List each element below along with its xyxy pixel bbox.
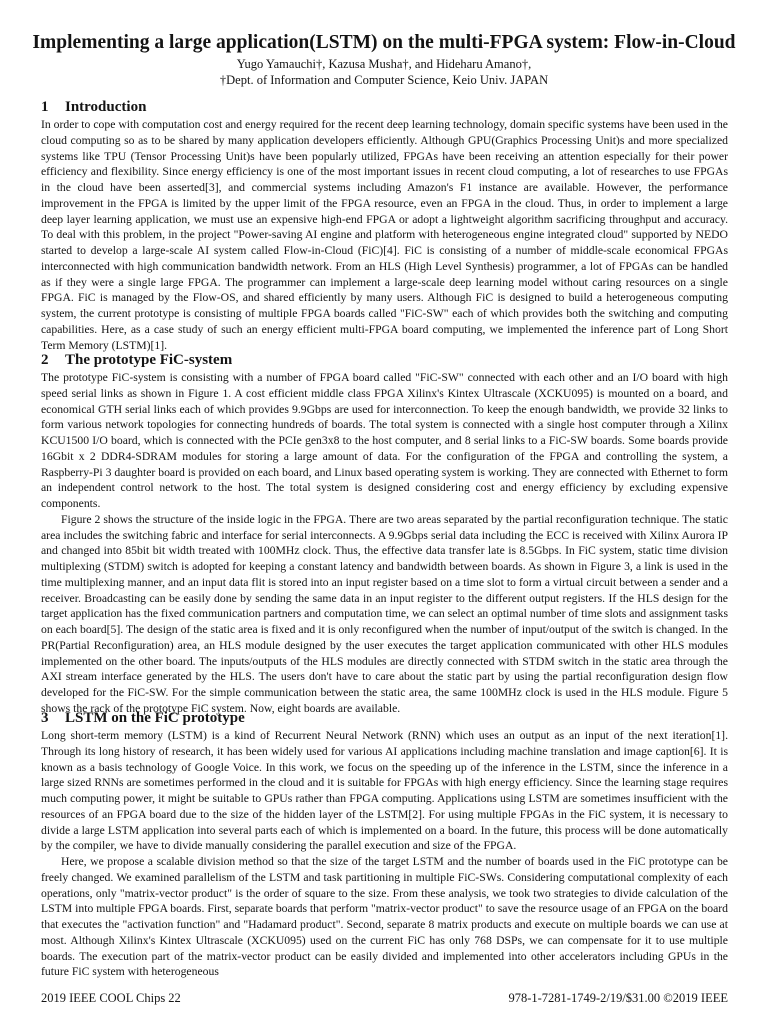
affiliation: †Dept. of Information and Computer Science, Keio Univ. JAPAN bbox=[219, 73, 549, 87]
paper-title: Implementing a large application(LSTM) on the multi-FPGA system: Flow-in-Cloud bbox=[32, 32, 736, 53]
section-heading bbox=[41, 351, 728, 369]
paragraph: Figure 2 shows the structure of the inside logic in the FPGA. There are two areas separated by the partial reconfiguration technique. The static area includes the switching fabric and interface for serial interconnects. A 9.9Gbps serial data including the ECC is received with Xilinx Aurora IP and changed into 85bit bit width treated with 100MHz clock. Thus, the effective data transfer late is 8.5Gbps. In FiC system, static time division multiplexing (STDM) switch is adopted for keeping a constant latency and bandwidth between boards. As shown in Figure 3, a link is used in the time multiplexing manner, and an input data flit is stored into an input register based on a time slot to form a virtual circuit between a sender and a receiver. Broadcasting can be easily done by sending the same data in an input register to the different output registers. If the HLS design for the target application has the fixed communication partners and computation time, we can select an optimal number of time slots and assignment tasks on each board[5]. The design of the static area is fixed and it is only reconfigured when the number of input/output of the switch is changed. In the PR(Partial Reconfiguration) area, an HLS module designed by the user executes the target application communicated with other HLS modules implemented on the other board. The inputs/outputs of the HLS modules are directly connected with STDM switch in the static area through the AXI stream interface generated by the HLS. The users don't have to care about the static part by using the partial reconfiguration design flow developed for the FiC-SW. For the simple communication between the static area, the same 100MHz clock is used in the HLS module. Figure 5 shows the rack of the prototype FiC system. Now, eight boards are available. bbox=[41, 512, 728, 715]
section-number: 3 bbox=[41, 710, 49, 726]
section-title: Introduction bbox=[65, 99, 147, 115]
section-number: 2 bbox=[41, 352, 49, 368]
section-title: The prototype FiC-system bbox=[65, 352, 233, 368]
section-number: 1 bbox=[41, 99, 49, 115]
footer-copyright: 978-1-7281-1749-2/19/$31.00 ©2019 IEEE bbox=[508, 991, 728, 1005]
author-list: Yugo Yamauchi†, Kazusa Musha†, and Hideharu Amano†, bbox=[236, 57, 532, 71]
paragraph: The prototype FiC-system is consisting with a number of FPGA board called "FiC-SW" connected with each other and an I/O board with high speed serial links as shown in Figure 1. A cost efficient middle class FPGA Xilinx's Kintex Ultrascale (XCKU095) is mounted on a board, and economical GTH serial links each of which provides 9.9Gbps are used for interconnection. To keep the enough bandwidth, we provide 32 links to form various network topologies for connecting hundreds of boards. The total system is connected with a single host computer through a Xilinx KCU1500 I/O board, which is connected with the PCIe gen3x8 to the host computer, and 8 serial links to a FiC-SW boards. Some boards provide 16Gbit x 2 DDR4-SDRAM modules for storing a large amount of data. For the configuration of the FPGA and controlling the system, a Raspberry-Pi 3 daughter board is provided on each board, and Linux based operating system is working. They are connected with Ethernet to form an independent control network to the host. The total system is designed considering cost and energy efficiency by excluding expensive components. bbox=[41, 371, 728, 510]
section-lstm-on-fic bbox=[41, 709, 728, 980]
section-prototype-fic-system bbox=[41, 351, 728, 717]
paragraph: In order to cope with computation cost and energy required for the recent deep learning technology, domain specific systems have been used in the cloud computing so as to be shared by many application developers efficiently. Although GPU(Graphics Processing Unit)s and more specialized systems like TPU (Tensor Processing Unit)s have been popularly utilized, FPGAs have been receiving an attention especially for their power efficiency and flexibility. Since energy efficiency is one of the most important issues in recent cloud computing, a lot of researches to use FPGAs in the cloud have been asserted[3], and commercial systems including Amazon's F1 instance are available. However, the performance improvement in the FPGA is limited by the upper limit of the FPGA resource, even an FPGA in the cloud. Thus, in order to implement a large deep layer learning application, we must use an expensive high-end FPGA or adopt a lightweight algorithm sacrificing throughput and accuracy. To deal with this problem, in the project "Power-saving AI engine and platform with heterogeneous engine integrated cloud" supported by NEDO started to develop a large-scale AI system called Flow-in-Cloud (FiC)[4]. FiC is consisting of a number of middle-scale economical FPGAs interconnected with high communication bandwidth network. From an HLS (High Level Synthesis) programmer, a lot of FPGAs can be handled as if they were a single large FPGA. The programmer can implement a large-scale deep learning model without caring resources on a single FPGA. FiC is managed by the Flow-OS, and shared efficiently by many users. Although FiC is designed to build a heterogeneous computing system, the current prototype is consisting of multiple FPGA boards called "FiC-SW" each of which provides both the switching and computing capabilities. Here, as a case study of such an energy efficient multi-FPGA board computing, we implemented the inference part of Long Short Term Memory (LSTM)[1]. bbox=[41, 118, 728, 352]
footer-conference: 2019 IEEE COOL Chips 22 bbox=[41, 991, 181, 1005]
section-heading bbox=[41, 98, 728, 116]
paragraph: Here, we propose a scalable division method so that the size of the target LSTM and the number of boards used in the FiC prototype can be freely changed. We examined parallelism of the LSTM and task partitioning in multiple FiC-SWs. Considering computational complexity of each operations, only "matrix-vector product" is the order of square to the size. From these analysis, we took two strategies to divide calculation of the LSTM into multiple FPGA boards. First, separate boards that perform "matrix-vector product" to save the resource usage of an FPGA on the board that executes the "activation function" and "Hadamard product". Second, separate 8 matrix products and execute on multiple boards we can use at most. Although Xilinx's Kintex Ultrascale (XCKU095) used on the current FiC has only 768 DSPs, we can compensate for it to use multiple boards. The execution part of the matrix-vector product can be easily divided and implemented into other accelerators including GPUs in the future FiC system with heterogeneous bbox=[41, 855, 728, 979]
section-title: LSTM on the FiC prototype bbox=[65, 710, 245, 726]
section-heading bbox=[41, 709, 728, 727]
section-introduction bbox=[41, 98, 728, 353]
paragraph: Long short-term memory (LSTM) is a kind of Recurrent Neural Network (RNN) which uses an output as an input of the next iteration[1]. Through its long history of research, it has been widely used for various AI applications including machine translation and image caption[6]. It is known as a basis technology of Google Voice. In this work, we focus on the speeding up of the inference in the LSTM, since the inference in a large sized RNNs are sometimes performed in the cloud and it is suitable for FPGAs with high energy efficiency. Since the learning stage requires much computing power, it might be suitable to GPUs rather than FPGA computing. Applications using LSTM are sometimes insufficient with the resources of an FPGA board due to the size of the hidden layer of the LSTM[2]. For using multiple FPGAs in the FiC system, it is necessary to divide a large LSTM application into several parts each of which is implemented on a board. In the future, this process will be done automatically by the compiler, we have to divide manually considering the parallel execution and size of the FPGA. bbox=[41, 729, 728, 853]
